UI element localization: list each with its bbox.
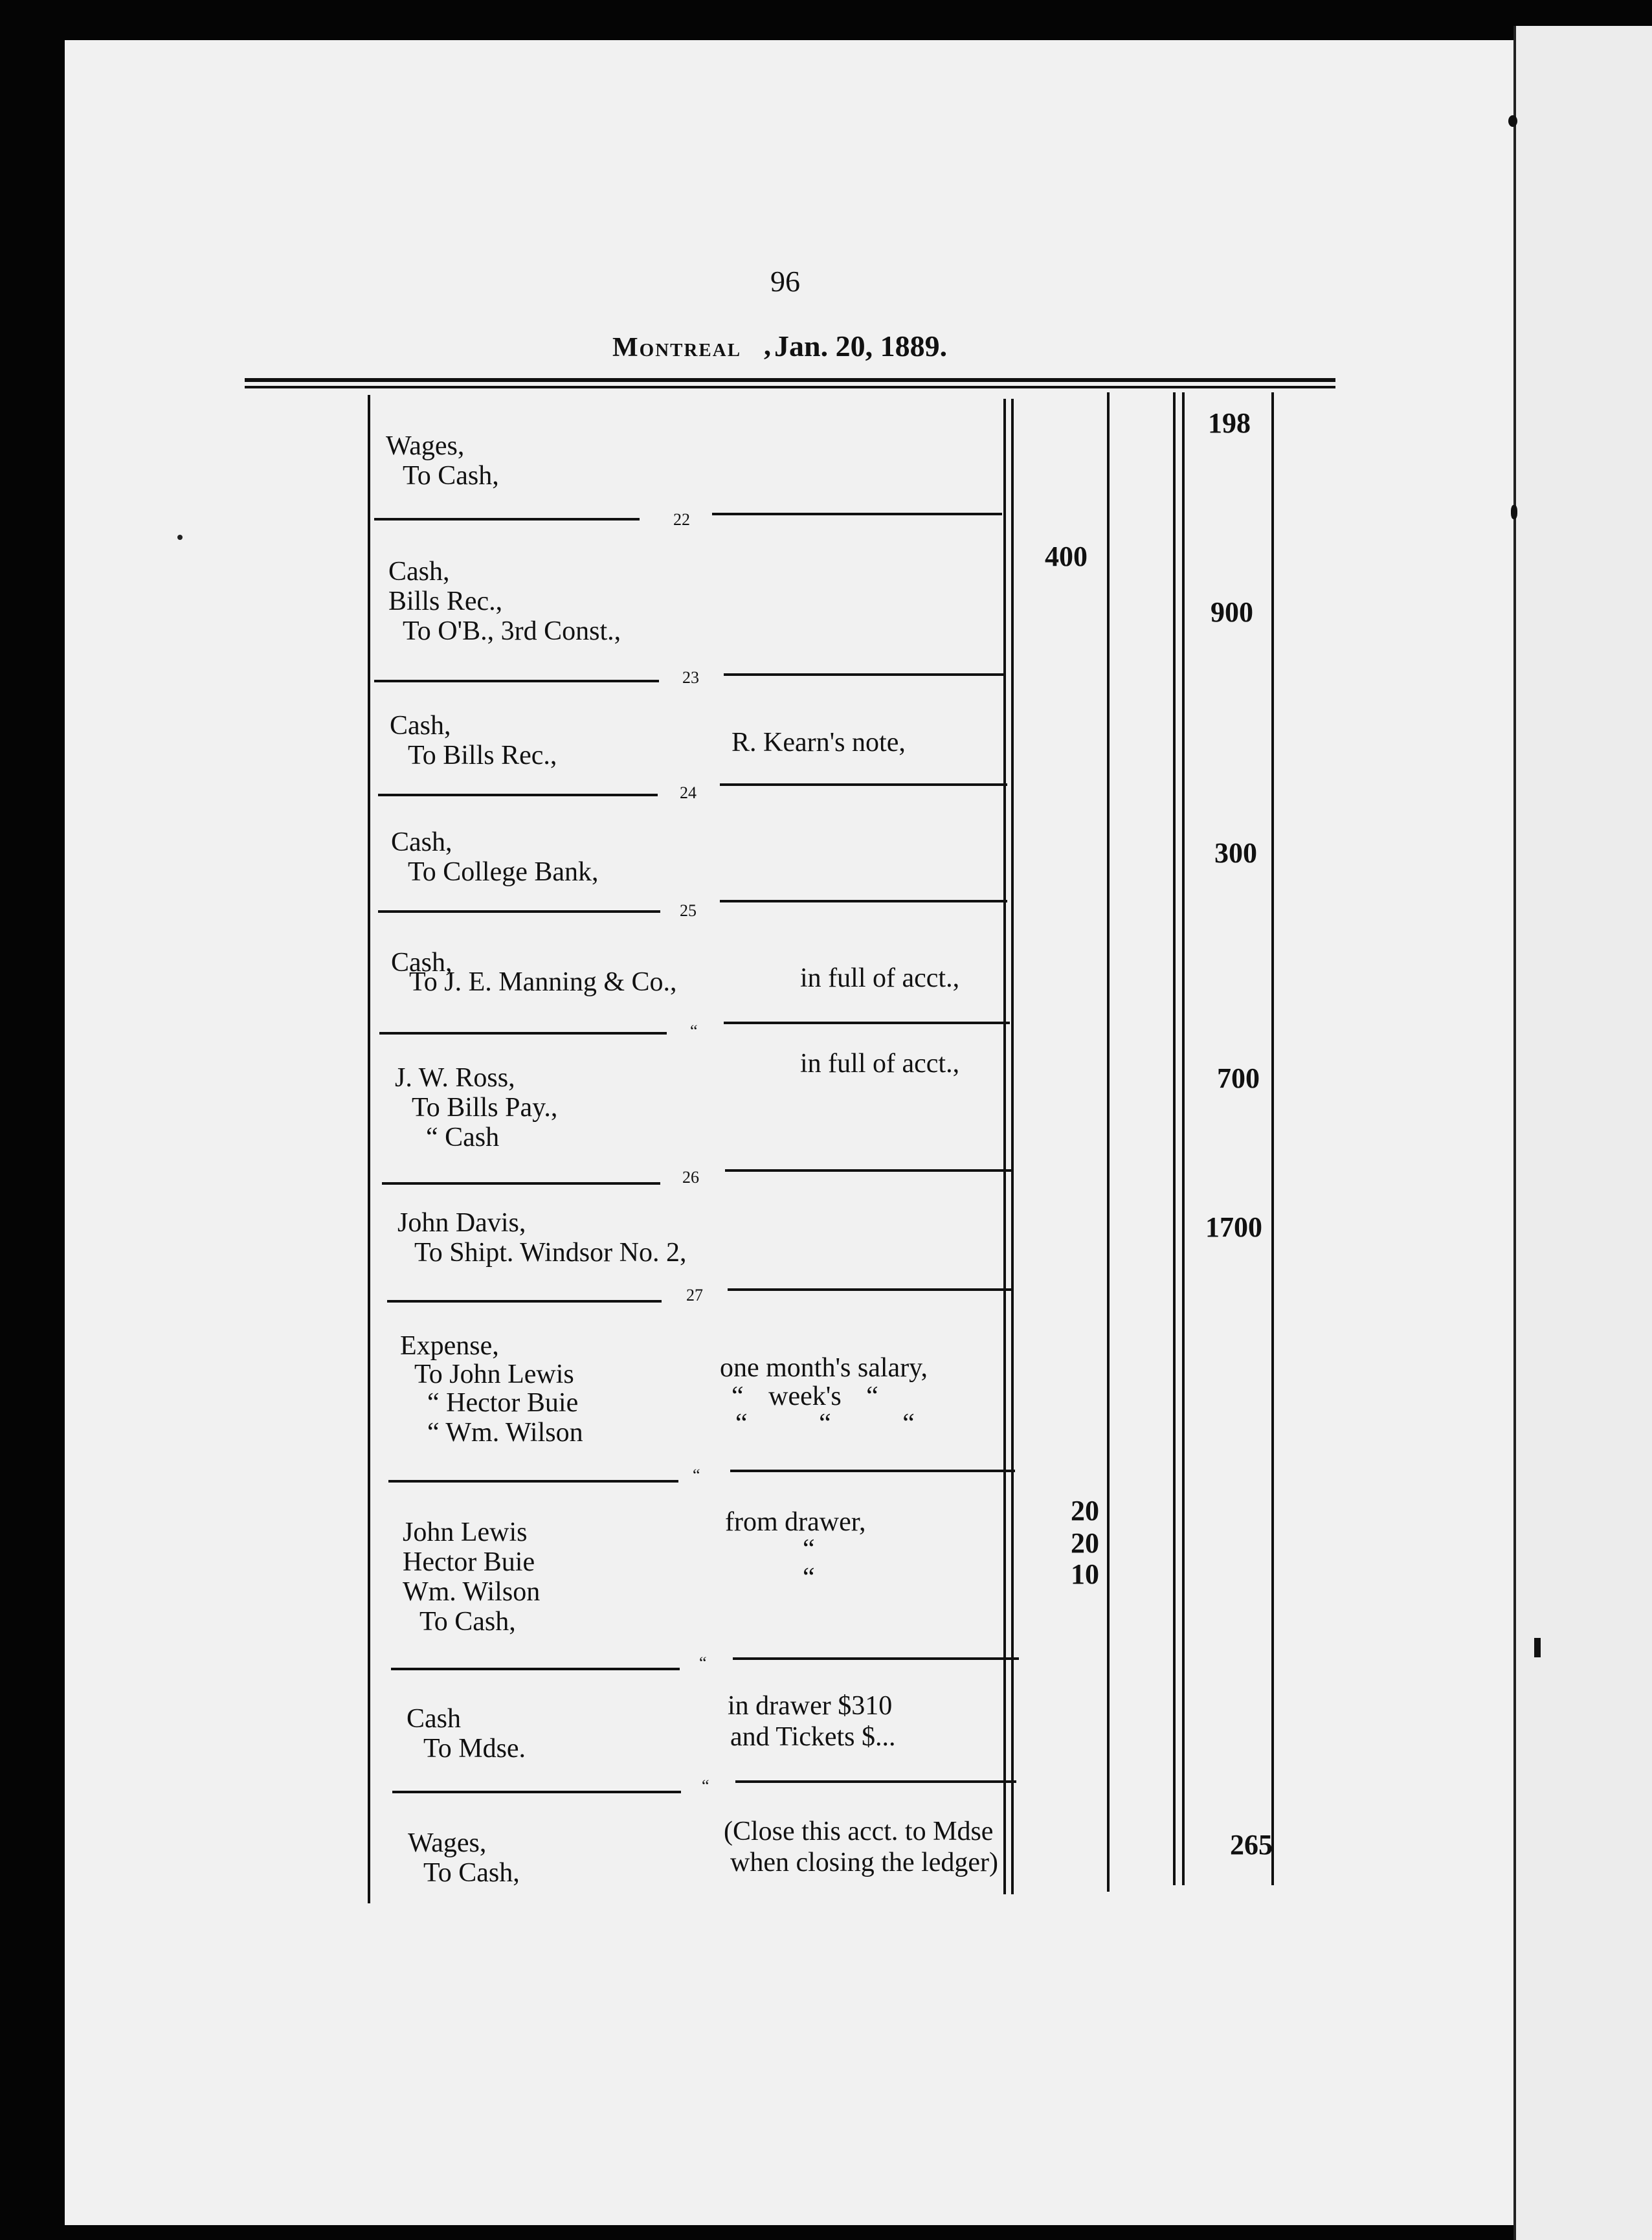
day-label: 23: [682, 668, 699, 687]
credit-amount: 198: [1208, 407, 1251, 439]
day-divider: [733, 1657, 1019, 1660]
debit-amount: 20: [1071, 1527, 1099, 1559]
entry-account: John Davis,: [397, 1208, 526, 1238]
entry-account: John Lewis: [403, 1518, 528, 1547]
day-label: 22: [673, 510, 690, 529]
day-divider: [388, 1480, 678, 1483]
day-divider: [724, 1022, 1010, 1024]
day-divider: [720, 783, 1007, 786]
page-number: 96: [770, 265, 800, 298]
entry-note: “: [803, 1563, 815, 1593]
entry-account: Wm. Wilson: [403, 1577, 541, 1607]
debit-column-right-rule: [1107, 392, 1110, 1892]
journal-date: Jan. 20, 1889.: [774, 330, 948, 363]
entry-note: R. Kearn's note,: [731, 728, 906, 757]
credit-column-right-rule: [1271, 392, 1274, 1885]
credit-amount: 700: [1217, 1062, 1260, 1094]
day-divider: [378, 910, 660, 913]
credit-amount: 300: [1214, 837, 1257, 869]
journal-comma: ,: [764, 330, 771, 361]
debit-column-left-rule: [1003, 399, 1006, 1894]
day-divider: [724, 673, 1006, 676]
entry-account: Cash,: [391, 827, 452, 857]
day-divider: [720, 900, 1007, 902]
left-margin-rule: [368, 395, 370, 1903]
scan-artifact: [177, 535, 183, 540]
day-divider: [728, 1288, 1014, 1291]
debit-amount: 400: [1045, 541, 1088, 572]
day-label: 25: [680, 901, 697, 920]
entry-account: To O'B., 3rd Const.,: [403, 616, 621, 646]
entry-account: To Bills Pay.,: [412, 1093, 558, 1123]
entry-note: and Tickets $...: [730, 1722, 896, 1752]
day-divider: [382, 1182, 660, 1185]
entry-note: when closing the ledger): [730, 1848, 999, 1877]
entry-note: from drawer,: [725, 1507, 866, 1537]
entry-account: To Cash,: [423, 1858, 520, 1888]
entry-account: To Mdse.: [423, 1734, 526, 1764]
entry-account: Cash,: [390, 711, 451, 741]
scan-artifact: [1508, 115, 1517, 127]
day-label: “: [693, 1466, 700, 1484]
entry-account: To Cash,: [403, 461, 499, 491]
scan-artifact: [1511, 505, 1517, 519]
day-label: “: [699, 1653, 707, 1672]
day-divider: [374, 680, 659, 682]
header-double-rule: [245, 378, 1335, 388]
credit-amount: 900: [1211, 596, 1253, 628]
entry-account: Wages,: [408, 1828, 487, 1858]
entry-note: in full of acct.,: [800, 963, 960, 993]
entry-note: “ “ “: [735, 1409, 915, 1439]
credit-column-left-rule-2: [1182, 392, 1185, 1885]
entry-account: Expense,: [400, 1331, 499, 1361]
credit-column-left-rule: [1173, 392, 1176, 1885]
day-label: “: [702, 1776, 709, 1795]
entry-note: in drawer $310: [728, 1691, 893, 1721]
day-divider: [379, 1032, 667, 1035]
credit-amount: 1700: [1205, 1211, 1262, 1243]
debit-column-left-rule-2: [1011, 399, 1014, 1894]
entry-note: (Close this acct. to Mdse: [724, 1817, 994, 1846]
day-divider: [735, 1780, 1016, 1783]
day-label: 24: [680, 783, 697, 802]
entry-account: Bills Rec.,: [388, 587, 503, 616]
facing-page-edge: [1513, 26, 1652, 2240]
day-divider: [392, 1791, 681, 1793]
day-label: 27: [686, 1286, 703, 1305]
entry-account: To Cash,: [419, 1607, 516, 1637]
entry-account: To John Lewis: [414, 1360, 574, 1389]
day-divider: [730, 1470, 1015, 1472]
debit-amount: 20: [1071, 1495, 1099, 1527]
entry-account: “ Wm. Wilson: [427, 1418, 583, 1448]
debit-amount: 10: [1071, 1558, 1099, 1590]
entry-account: Cash,: [391, 948, 452, 978]
entry-account: To J. E. Manning & Co.,: [409, 967, 677, 997]
ledger-page: [65, 40, 1586, 2225]
credit-amount: 265: [1230, 1829, 1273, 1861]
entry-account: J. W. Ross,: [395, 1063, 515, 1093]
entry-account: Cash: [407, 1704, 461, 1734]
day-divider: [391, 1668, 680, 1670]
day-divider: [374, 518, 640, 521]
entry-account: Wages,: [386, 431, 465, 461]
entry-account: Cash,: [388, 557, 450, 587]
entry-account: To College Bank,: [408, 857, 599, 887]
entry-account: “ Hector Buie: [427, 1388, 579, 1418]
day-divider: [378, 794, 658, 796]
entry-account: To Shipt. Windsor No. 2,: [414, 1238, 687, 1268]
entry-note: “: [803, 1534, 815, 1564]
entry-account: Hector Buie: [403, 1547, 535, 1577]
entry-note: in full of acct.,: [800, 1049, 960, 1079]
entry-note: one month's salary,: [720, 1353, 928, 1383]
entry-account: “ Cash: [426, 1123, 500, 1152]
entry-note: “ week's “: [731, 1382, 878, 1411]
day-divider: [387, 1300, 662, 1303]
day-label: 26: [682, 1168, 699, 1187]
journal-city: Montreal: [612, 333, 742, 363]
entry-account: To Bills Rec.,: [408, 741, 557, 770]
day-label: “: [690, 1022, 698, 1040]
day-divider: [712, 513, 1002, 515]
day-divider: [725, 1169, 1012, 1172]
scan-artifact: [1534, 1638, 1541, 1657]
